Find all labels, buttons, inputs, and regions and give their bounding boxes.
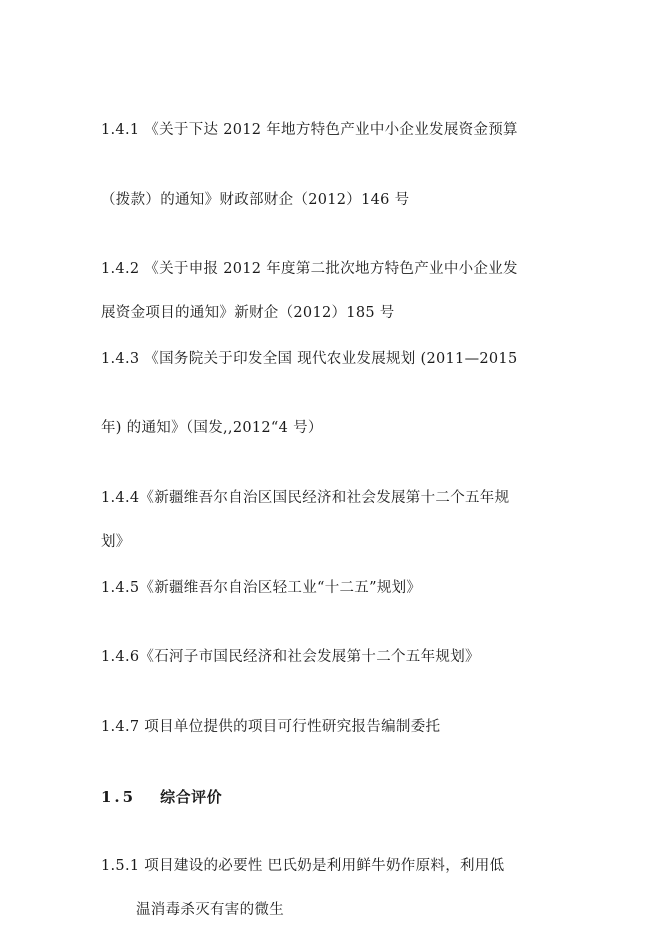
reference-1-4-2-line1: 1.4.2 《关于申报 2012 年度第二批次地方特色产业中小企业发	[101, 261, 518, 277]
reference-1-4-1-line2: （拨款）的通知》财政部财企（2012）146 号	[101, 192, 410, 208]
section-number: 1.5	[101, 788, 137, 806]
reference-1-4-3-line1: 1.4.3 《国务院关于印发全国 现代农业发展规划 (2011—2015	[101, 351, 518, 367]
reference-1-4-7: 1.4.7 项目单位提供的项目可行性研究报告编制委托	[101, 719, 441, 735]
subsection-1-5-1-line2: 温消毒杀灭有害的微生	[136, 902, 284, 918]
reference-1-4-3-line2: 年) 的通知》（国发,,2012“4 号）	[101, 420, 323, 436]
reference-1-4-5: 1.4.5《新疆维吾尔自治区轻工业“十二五”规划》	[101, 580, 422, 596]
reference-1-4-2-line2: 展资金项目的通知》新财企（2012）185 号	[101, 305, 395, 321]
reference-1-4-4-line1: 1.4.4《新疆维吾尔自治区国民经济和社会发展第十二个五年规	[101, 490, 510, 506]
reference-1-4-4-line2: 划》	[101, 534, 131, 550]
reference-1-4-1-line1: 1.4.1 《关于下达 2012 年地方特色产业中小企业发展资金预算	[101, 122, 518, 138]
section-heading-1-5	[101, 788, 222, 806]
section-title: 综合评价	[160, 788, 223, 806]
subsection-1-5-1-line1: 1.5.1 项目建设的必要性 巴氏奶是利用鲜牛奶作原料，利用低	[101, 858, 505, 874]
reference-1-4-6: 1.4.6《石河子市国民经济和社会发展第十二个五年规划》	[101, 649, 480, 665]
